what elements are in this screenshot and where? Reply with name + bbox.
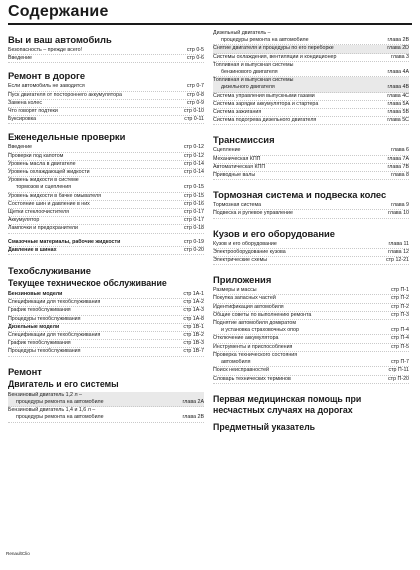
toc-entry[interactable] — [8, 414, 204, 422]
toc-entry-title: Приводные валы — [213, 172, 256, 179]
toc-entry[interactable] — [213, 117, 409, 125]
toc-entry-title: процедуры ремонта на автомобиле — [16, 414, 104, 421]
toc-entry-page: стр 0-12 — [183, 144, 204, 151]
toc-entry[interactable] — [213, 352, 409, 359]
toc-entry-page: стр 0-19 — [183, 238, 204, 245]
toc-entry-page: глава 4В — [387, 84, 409, 91]
toc-entry[interactable] — [8, 324, 204, 332]
toc-entry[interactable] — [8, 239, 204, 247]
toc-entry-page: глава 11 — [388, 240, 409, 247]
toc-entry[interactable] — [8, 217, 204, 225]
toc-entry-title: Уровень охлаждающей жидкости — [8, 169, 90, 176]
section-heading: Ремонт — [8, 365, 42, 377]
toc-entry-title: Спецификации для техобслуживания — [8, 332, 101, 339]
toc-entry-title: Электрические схемы — [213, 257, 268, 264]
toc-entry[interactable] — [8, 209, 204, 217]
toc-entry-title: дизельного двигателя — [221, 84, 275, 91]
toc-entry-title: Снятие двигателя и процедуры по его переборке — [213, 45, 334, 52]
toc-entry-title: Бензиновый двигатель 1,4 и 1,6 л – — [8, 407, 96, 414]
toc-entry-page: стр 0-6 — [186, 55, 204, 62]
toc-entry[interactable] — [213, 312, 409, 320]
toc-entry[interactable] — [213, 172, 409, 180]
toc-entry-title: Замена колес — [8, 99, 42, 106]
toc-entry[interactable] — [8, 225, 204, 233]
toc-entry-title: Системы охлаждения, вентиляции и кондиционер — [213, 53, 337, 60]
toc-entry-page: стр 0-18 — [183, 225, 204, 232]
toc-entry[interactable] — [213, 376, 409, 384]
toc-entry-page: стр 0-8 — [186, 91, 204, 98]
toc-entry[interactable] — [8, 348, 204, 356]
toc-entry[interactable] — [213, 45, 409, 53]
toc-entry-title: Отключение аккумулятора — [213, 335, 279, 342]
toc-entry[interactable] — [8, 316, 204, 324]
right-column — [213, 30, 409, 435]
toc-entry-title: Система зарядки аккумулятора и стартера — [213, 100, 319, 107]
toc-entry-page: глава 10 — [388, 210, 409, 217]
toc-entry[interactable] — [8, 332, 204, 340]
toc-entry-page: стр 0-14 — [183, 169, 204, 176]
toc-entry[interactable] — [213, 30, 409, 37]
toc-entry-title: Состояние шин и давление в них — [8, 200, 90, 207]
toc-entry-title: Общие советы по выполнению ремонта — [213, 311, 312, 318]
toc-entry-title: Проверки под капотом — [8, 152, 64, 159]
toc-entry[interactable] — [213, 241, 409, 249]
toc-entry[interactable] — [8, 153, 204, 161]
toc-entry-title: Кузов и его оборудование — [213, 240, 277, 247]
toc-entry-title: Бензиновые модели — [8, 291, 63, 298]
toc-entry-title: Система подогрева дизельного двигателя — [213, 117, 317, 124]
toc-entry-title: Идентификация автомобиля — [213, 303, 284, 310]
toc-entry-page: стр 0-10 — [183, 108, 204, 115]
toc-entry-title: Система управления выпускными газами — [213, 92, 315, 99]
toc-entry-title: Буксировка — [8, 116, 37, 123]
toc-entry[interactable] — [213, 320, 409, 327]
section-heading: Тормозная система и подвеска колес — [213, 189, 387, 201]
toc-entry-title: Механическая КПП — [213, 155, 261, 162]
toc-entry-title: Безопасность – прежде всего! — [8, 47, 83, 53]
toc-entry[interactable] — [213, 54, 409, 62]
toc-entry-title: Словарь технических терминов — [213, 375, 291, 382]
toc-entry[interactable] — [213, 202, 409, 210]
toc-entry-page: глава 4С — [387, 92, 409, 99]
toc-entry-title: Щетки стеклоочистителя — [8, 209, 70, 216]
toc-entry[interactable] — [213, 295, 409, 303]
toc-entry-title: бензинового двигателя — [221, 69, 278, 76]
section-heading: Приложения — [213, 274, 272, 286]
toc-entry-title: Аккумулятор — [8, 217, 40, 224]
toc-entry-page: глава 2В — [182, 414, 204, 421]
toc-entry[interactable] — [8, 392, 204, 399]
toc-entry[interactable] — [213, 304, 409, 312]
toc-entry[interactable] — [8, 340, 204, 348]
toc-entry-page: стр П-4 — [390, 327, 409, 334]
toc-entry-title: Пуск двигателя от постороннего аккумулятора — [8, 91, 122, 98]
toc-entry-title: Проверка технического состояния — [213, 351, 298, 358]
toc-entry-title: Покупка запасных частей — [213, 295, 276, 302]
toc-entry[interactable] — [213, 344, 409, 352]
toc-entry-title: Смазочные материалы, рабочие жидкости — [8, 238, 121, 245]
toc-entry-page: глава 12 — [388, 248, 409, 255]
toc-entry[interactable] — [213, 287, 409, 295]
toc-entry-page: стр 1В-3 — [183, 340, 204, 347]
toc-entry[interactable] — [213, 164, 409, 172]
toc-entry[interactable] — [213, 77, 409, 84]
toc-entry[interactable] — [213, 249, 409, 257]
toc-entry-page: стр 1А-8 — [183, 315, 204, 322]
toc-entry-page: стр П-7 — [390, 359, 409, 366]
toc-entry[interactable] — [213, 327, 409, 335]
toc-entry-title: Автоматическая КПП — [213, 163, 266, 170]
toc-entry-page: стр 0-16 — [183, 200, 204, 207]
section-heading[interactable]: Первая медицинская помощь при несчастных случаях на дорогах — [213, 393, 362, 415]
toc-entry-title: Топливная и выпускная системы — [213, 61, 294, 68]
toc-entry-page: стр 0-17 — [183, 209, 204, 216]
toc-entry-page: стр 0-5 — [186, 47, 204, 53]
toc-entry-title: автомобиля — [221, 359, 251, 366]
toc-entry-title: процедуры ремонта на автомобиле — [221, 37, 309, 44]
toc-entry-page: стр П-11 — [388, 367, 409, 374]
toc-entry-page: стр П-2 — [390, 295, 409, 302]
toc-entry-page: стр П-1 — [390, 287, 409, 294]
toc-entry[interactable] — [213, 359, 409, 367]
toc-entry-title: Спецификации для техобслуживания — [8, 299, 101, 306]
toc-entry-title: Давление в шинах — [8, 246, 57, 253]
toc-entry-page: глава 5А — [387, 100, 409, 107]
toc-entry-page: стр 0-20 — [183, 246, 204, 253]
toc-entry[interactable] — [213, 257, 409, 265]
toc-entry-title: Если автомобиль не заводится — [8, 83, 85, 90]
toc-entry-page: стр 1В-7 — [183, 348, 204, 355]
toc-entry[interactable] — [213, 335, 409, 343]
toc-entry[interactable] — [213, 84, 409, 92]
toc-entry-page: стр П-2 — [390, 303, 409, 310]
toc-entry-title: Сцепление — [213, 147, 241, 154]
toc-entry[interactable] — [8, 55, 204, 63]
toc-entry-page: глава 7А — [387, 155, 409, 162]
toc-entry-title: Дизельный двигатель – — [213, 30, 271, 36]
toc-entry-page: стр 0-17 — [183, 217, 204, 224]
toc-entry[interactable] — [8, 407, 204, 414]
footer-label: RenaultClio — [6, 551, 30, 556]
toc-entry-title: тормозов и сцепления — [16, 184, 72, 191]
toc-entry-title: Топливная и выпускная системы — [213, 77, 294, 84]
toc-entry-page: глава 3 — [391, 53, 409, 60]
toc-entry-page: стр 0-12 — [183, 152, 204, 159]
toc-entry[interactable] — [213, 156, 409, 164]
toc-entry[interactable] — [8, 83, 204, 91]
toc-entry-title: Размеры и массы — [213, 287, 257, 294]
toc-entry-title: Инструменты и приспособления — [213, 343, 293, 350]
toc-entry-title: Процедуры техобслуживания — [8, 348, 81, 355]
toc-entry[interactable] — [8, 201, 204, 209]
toc-entry-page: глава 5С — [387, 117, 409, 124]
subsection-heading: Текущее техническое обслуживание — [8, 278, 167, 289]
toc-entry-page: стр 0-11 — [184, 116, 204, 123]
toc-entry[interactable] — [213, 62, 409, 69]
toc-entry-page: стр П-20 — [388, 375, 409, 382]
toc-entry-page: глава 9 — [391, 202, 409, 209]
toc-entry-page: глава 7В — [387, 163, 409, 170]
page-title: Содержание — [8, 3, 109, 20]
toc-entry-title: График техобслуживания — [8, 340, 71, 347]
toc-entry-page: глава 2А — [182, 398, 204, 405]
toc-entry-page: глава 2В — [387, 37, 409, 44]
toc-entry-title: Уровень масла в двигателе — [8, 160, 76, 167]
toc-entry-page: стр 0-9 — [186, 99, 204, 106]
toc-entry[interactable] — [8, 177, 204, 184]
toc-entry-page: стр П-5 — [390, 343, 409, 350]
toc-entry-page: стр П-3 — [390, 311, 409, 318]
toc-entry-page: стр П-4 — [390, 335, 409, 342]
toc-entry-title: Что говорят подтеки — [8, 108, 58, 115]
toc-entry-title: и установка страховочных опор — [221, 327, 299, 334]
toc-entry[interactable] — [8, 291, 204, 299]
toc-entry[interactable] — [8, 184, 204, 192]
toc-entry-title: процедуры ремонта на автомобиле — [16, 398, 104, 405]
toc-entry-page: стр 0-14 — [183, 160, 204, 167]
toc-entry-page: стр 1В-2 — [183, 332, 204, 339]
toc-entry[interactable] — [213, 147, 409, 155]
toc-entry[interactable] — [8, 161, 204, 169]
toc-entry-page: стр 12-21 — [385, 257, 409, 264]
section-heading: Кузов и его оборудование — [213, 227, 336, 239]
toc-entry-title: Лампочки и предохранители — [8, 225, 78, 232]
subsection-heading: Двигатель и его системы — [8, 378, 119, 389]
toc-entry-page: глава 2D — [387, 45, 409, 52]
toc-entry[interactable] — [8, 169, 204, 177]
left-column — [8, 34, 204, 423]
toc-entry-title: Процедуры техобслуживания — [8, 315, 81, 322]
toc-entry[interactable] — [213, 367, 409, 375]
toc-entry-page: стр 1В-1 — [183, 323, 204, 330]
title-rule — [8, 23, 412, 25]
toc-entry-title: Уровень жидкости в системе — [8, 177, 79, 184]
toc-entry-title: Введение — [8, 55, 32, 62]
toc-entry-title: Электрооборудование кузова — [213, 248, 286, 255]
toc-entry-title: График техобслуживания — [8, 307, 71, 314]
toc-entry[interactable] — [8, 144, 204, 152]
toc-entry[interactable] — [8, 108, 204, 116]
toc-entry[interactable] — [8, 299, 204, 307]
toc-entry-title: Тормозная система — [213, 202, 262, 209]
toc-entry-title: Введение — [8, 144, 32, 151]
section-heading: Вы и ваш автомобиль — [8, 34, 112, 45]
toc-entry-page: стр 1А-2 — [183, 299, 204, 306]
toc-entry[interactable] — [213, 37, 409, 45]
toc-entry[interactable] — [213, 93, 409, 101]
toc-entry-title: Подвеска и рулевое управление — [213, 210, 293, 217]
section-heading: Ремонт в дороге — [8, 70, 86, 82]
toc-entry[interactable] — [8, 100, 204, 108]
toc-entry-page: глава 8 — [391, 172, 409, 179]
toc-entry[interactable] — [8, 92, 204, 100]
toc-entry[interactable] — [213, 210, 409, 218]
section-heading: Трансмиссия — [213, 134, 275, 146]
toc-entry-page: стр 0-7 — [186, 83, 204, 90]
toc-entry[interactable] — [8, 247, 204, 255]
toc-entry-title: Поиск неисправностей — [213, 367, 269, 374]
toc-entry[interactable] — [8, 307, 204, 315]
toc-entry-title: Уровень жидкости в бачке омывателя — [8, 192, 101, 199]
toc-entry-page: стр 1А-3 — [183, 307, 204, 314]
toc-entry[interactable] — [213, 109, 409, 117]
toc-entry[interactable] — [8, 47, 204, 55]
toc-entry-title: Бензиновый двигатель 1,2 л – — [8, 391, 82, 398]
toc-entry-title: Поднятие автомобиля домкратом — [213, 320, 297, 327]
toc-entry[interactable] — [213, 101, 409, 109]
toc-entry-title: Дизельные модели — [8, 323, 60, 330]
toc-entry[interactable] — [8, 399, 204, 407]
toc-entry-page: стр 0-15 — [183, 192, 204, 199]
section-heading: Техобслуживание — [8, 265, 91, 277]
toc-entry-page: глава 6 — [391, 147, 409, 154]
toc-entry-page: глава 5В — [387, 109, 409, 116]
toc-entry-title: Система зажигания — [213, 109, 262, 116]
section-heading[interactable]: Предметный указатель — [213, 421, 316, 432]
toc-entry-page: глава 4А — [387, 69, 409, 76]
toc-entry[interactable] — [8, 116, 204, 124]
toc-entry[interactable] — [8, 193, 204, 201]
section-heading: Еженедельные проверки — [8, 131, 126, 143]
toc-entry[interactable] — [213, 69, 409, 77]
toc-entry-page: стр 0-15 — [183, 184, 204, 191]
toc-entry-page: стр 1А-1 — [183, 291, 204, 298]
